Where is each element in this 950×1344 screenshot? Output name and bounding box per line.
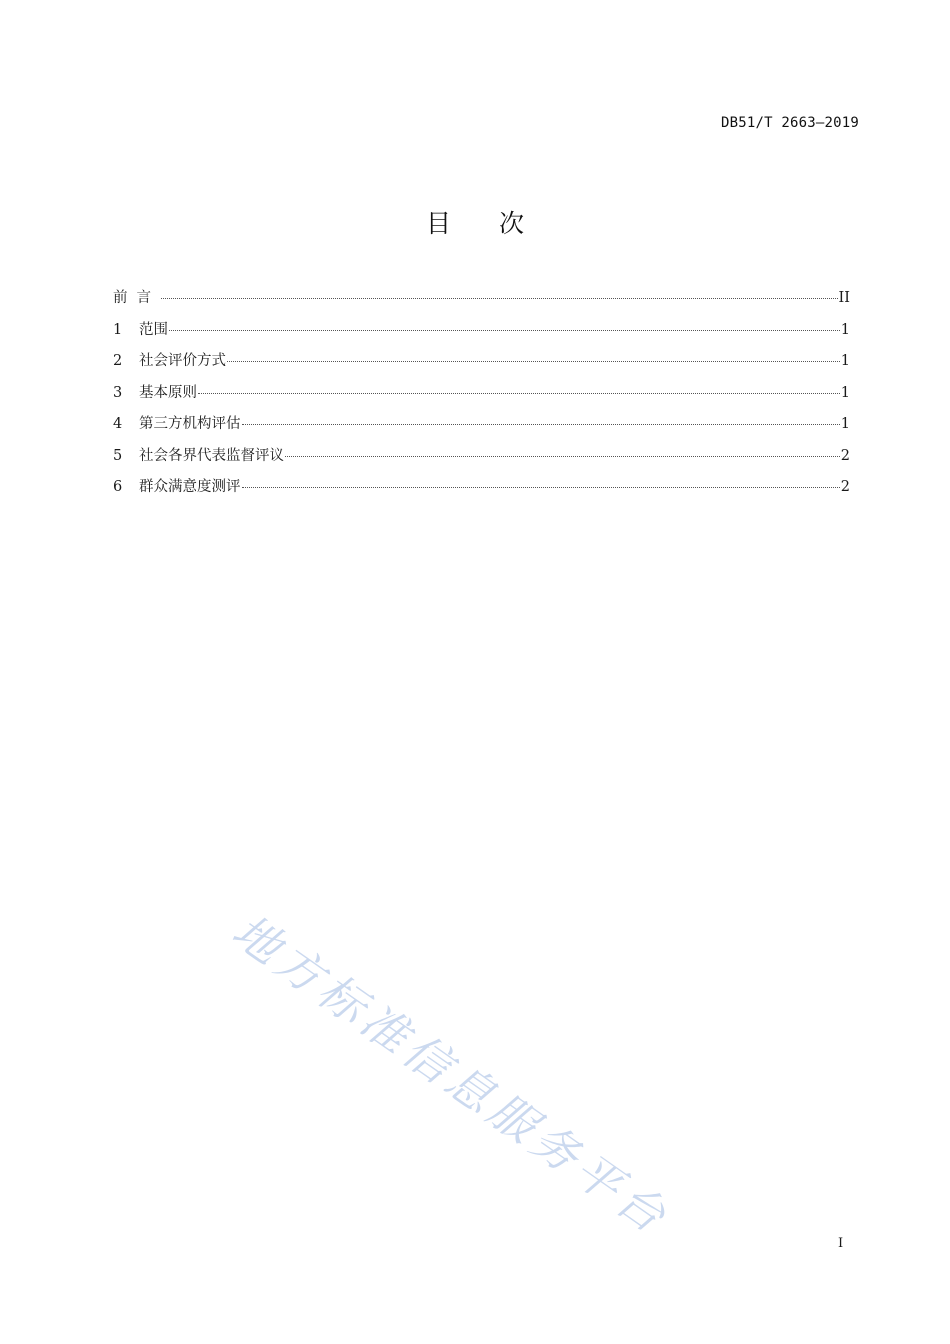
toc-entry-label: 范围: [139, 321, 168, 338]
toc-leader-dots: [198, 393, 840, 394]
toc-entry-label: 基本原则: [139, 384, 197, 401]
page-number: I: [838, 1236, 844, 1251]
toc-entry-number: 4: [113, 416, 123, 432]
toc-entry-page: 1: [840, 416, 850, 432]
toc-entry-number: 2: [113, 353, 123, 369]
toc-entry-page: 1: [840, 321, 850, 338]
toc-entry-page: 1: [840, 353, 850, 369]
toc-entry-preface[interactable]: [113, 286, 850, 318]
toc-entry-number: 5: [113, 447, 123, 464]
toc-entry-number: 1: [113, 321, 123, 338]
toc-entry-scope[interactable]: [113, 318, 850, 350]
toc-leader-dots: [242, 487, 840, 488]
toc-leader-dots: [161, 298, 838, 299]
toc-leader-dots: [169, 330, 840, 331]
toc-entry-number: 3: [113, 384, 123, 401]
toc-leader-dots: [242, 424, 840, 425]
toc-entry-page: 2: [840, 479, 850, 495]
toc-entry-label: 社会各界代表监督评议: [139, 447, 284, 464]
table-of-contents: [113, 286, 850, 507]
toc-entry-representative-review[interactable]: [113, 444, 850, 476]
toc-entry-number: 6: [113, 479, 123, 495]
toc-entry-label: 群众满意度测评: [139, 479, 241, 495]
toc-entry-label: 前言: [113, 290, 160, 306]
toc-entry-evaluation-methods[interactable]: [113, 349, 850, 381]
toc-entry-satisfaction-survey[interactable]: [113, 475, 850, 507]
toc-leader-dots: [227, 361, 840, 362]
toc-entry-page: 2: [840, 447, 850, 464]
toc-entry-label: 社会评价方式: [139, 353, 226, 369]
toc-entry-page: II: [838, 290, 850, 306]
toc-leader-dots: [285, 456, 840, 457]
standard-code: DB51/T 2663—2019: [720, 115, 859, 131]
toc-entry-third-party-assessment[interactable]: [113, 412, 850, 444]
page-title: 目次: [425, 209, 572, 238]
toc-entry-basic-principles[interactable]: [113, 381, 850, 413]
watermark: 地方标准信息服务平台: [222, 903, 680, 1246]
toc-entry-label: 第三方机构评估: [139, 416, 241, 432]
toc-entry-page: 1: [840, 384, 850, 401]
